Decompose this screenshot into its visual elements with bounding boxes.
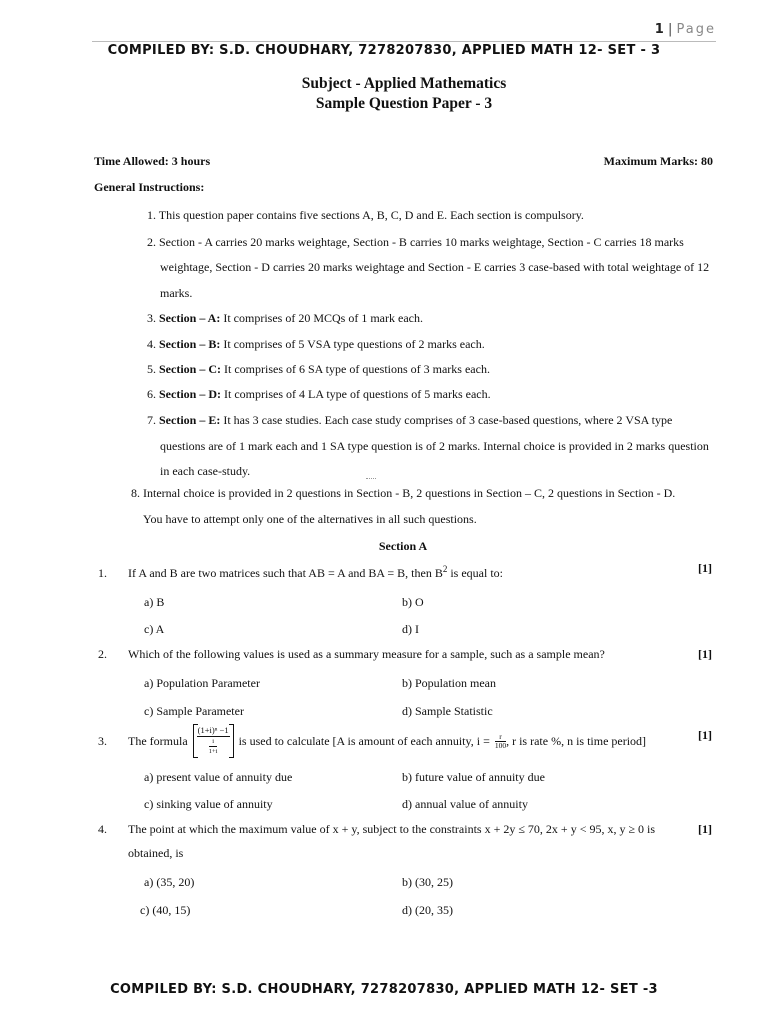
q3-option-a[interactable]: a) present value of annuity due — [144, 770, 293, 784]
instruction-6-text: It comprises of 4 LA type of questions of 5 marks each. — [221, 387, 491, 401]
q2-option-b[interactable]: b) Population mean — [402, 676, 496, 690]
page-number-value: 1 — [654, 22, 664, 37]
instruction-6-number: 6. — [147, 387, 156, 401]
q4-number: 4. — [98, 822, 107, 836]
q4-text: The point at which the maximum value of x + y, subject to the constraints x + 2y ≤ 70, 2x + y < 95, x, y ≥ 0 is — [128, 822, 656, 836]
instruction-3 — [147, 311, 423, 326]
instruction-5-number: 5. — [147, 362, 156, 376]
paper-title: Sample Question Paper - 3 — [315, 95, 493, 112]
q3-text-pre: The formula — [128, 733, 188, 748]
instruction-3-number: 3. — [147, 311, 156, 325]
q3-inner-numerator: i — [209, 738, 218, 747]
page-separator: | — [667, 22, 673, 37]
instruction-8-line-2: You have to attempt only one of the alternatives in all such questions. — [143, 512, 477, 526]
q2-text: Which of the following values is used as a summary measure for a sample, such as a sample mean? — [128, 647, 605, 661]
instruction-8-line-1: 8. Internal choice is provided in 2 questions in Section - B, 2 questions in Section – C, 2 questions in Section - D. — [131, 486, 676, 500]
q4-text-line-2: obtained, is — [128, 846, 184, 860]
q2-option-c[interactable]: c) Sample Parameter — [144, 704, 244, 718]
q3-text — [128, 721, 646, 761]
q4-mark: [1] — [698, 822, 712, 836]
instruction-7-section: Section – E: — [159, 413, 221, 427]
time-allowed: Time Allowed: 3 hours — [94, 154, 211, 168]
instruction-7-line-3: in each case-study. — [160, 464, 251, 478]
q1-option-b[interactable]: b) O — [402, 595, 424, 609]
q3-number: 3. — [98, 734, 107, 748]
header-rule — [92, 41, 716, 42]
section-a-title: Section A — [378, 539, 428, 553]
q4-option-d[interactable]: d) (20, 35) — [402, 903, 453, 917]
q1-exponent: 2 — [442, 564, 448, 574]
q3-mark: [1] — [698, 728, 712, 742]
divider-dots — [366, 478, 376, 479]
q3-rate-numerator: r — [495, 733, 506, 742]
q1-option-c[interactable]: c) A — [144, 622, 165, 636]
q3-formula — [193, 724, 234, 758]
q3-inner-denominator: 1+i — [208, 748, 218, 755]
q3-text-post: , r is rate %, n is time period] — [506, 733, 647, 748]
header-compiled-by: COMPILED BY: S.D. CHOUDHARY, 7278207830, APPLIED MATH 12- SET - 3 — [107, 43, 661, 58]
instruction-5-text: It comprises of 6 SA type of questions of 3 marks each. — [221, 362, 490, 376]
q3-text-mid: is used to calculate [A is amount of each annuity, i = — [238, 733, 490, 748]
q2-option-a[interactable]: a) Population Parameter — [144, 676, 260, 690]
page-number — [655, 22, 716, 37]
q3-option-b[interactable]: b) future value of annuity due — [402, 770, 545, 784]
footer-compiled-by: COMPILED BY: S.D. CHOUDHARY, 7278207830, APPLIED MATH 12- SET -3 — [110, 982, 658, 997]
instruction-4 — [147, 337, 485, 352]
q1-text-pre: If A and B are two matrices such that AB = A and BA = B, then B — [128, 566, 443, 580]
instruction-4-text: It comprises of 5 VSA type questions of 2 marks each. — [220, 337, 485, 351]
instruction-5 — [147, 362, 490, 377]
instruction-6-section: Section – D: — [159, 387, 221, 401]
q4-option-b[interactable]: b) (30, 25) — [402, 875, 453, 889]
q1-text-post: is equal to: — [447, 566, 504, 580]
q2-mark: [1] — [698, 647, 712, 661]
instruction-7-line-2: questions are of 1 mark each and 1 SA type question is of 2 marks. Internal choice is provided in 2 marks question — [160, 439, 709, 453]
maximum-marks: Maximum Marks: 80 — [603, 154, 713, 168]
instruction-3-section: Section – A: — [159, 311, 221, 325]
instruction-3-text: It comprises of 20 MCQs of 1 mark each. — [220, 311, 423, 325]
q4-option-a[interactable]: a) (35, 20) — [144, 875, 195, 889]
q1-number: 1. — [98, 566, 107, 580]
instruction-2-line-1: 2. Section - A carries 20 marks weightage, Section - B carries 10 marks weightage, Section - C carries 18 marks — [147, 235, 684, 249]
q1-option-a[interactable]: a) B — [144, 595, 165, 609]
subject-title: Subject - Applied Mathematics — [301, 75, 507, 92]
q3-option-c[interactable]: c) sinking value of annuity — [144, 797, 273, 811]
q3-rate-denominator: 100 — [494, 740, 507, 750]
q1-mark: [1] — [698, 561, 712, 575]
instruction-2-line-3: marks. — [160, 286, 193, 300]
q3-rate-fraction — [495, 733, 506, 750]
q3-formula-inner-fraction — [209, 738, 218, 755]
q2-number: 2. — [98, 647, 107, 661]
instruction-6 — [147, 387, 491, 402]
general-instructions-heading: General Instructions: — [94, 180, 205, 194]
q4-option-c[interactable]: c) (40, 15) — [140, 903, 191, 917]
instruction-4-number: 4. — [147, 337, 156, 351]
page-word: Page — [676, 22, 716, 37]
q3-formula-denominator — [197, 737, 230, 755]
q3-formula-fraction — [197, 725, 230, 755]
instruction-7-number: 7. — [147, 413, 156, 427]
instruction-1: 1. This question paper contains five sections A, B, C, D and E. Each section is compulsory. — [147, 208, 584, 222]
q2-option-d[interactable]: d) Sample Statistic — [402, 704, 493, 718]
q1-text — [128, 564, 503, 581]
q3-option-d[interactable]: d) annual value of annuity — [402, 797, 528, 811]
instruction-2-line-2: weightage, Section - D carries 20 marks weightage and Section - E carries 3 case-based with total weightage of 12 — [160, 260, 710, 274]
instruction-7 — [147, 413, 672, 428]
q3-formula-numerator: (1+i)ⁿ −1 — [197, 725, 229, 735]
instruction-4-section: Section – B: — [159, 337, 221, 351]
q1-option-d[interactable]: d) I — [402, 622, 419, 636]
instruction-7-text: It has 3 case studies. Each case study comprises of 3 case-based questions, where 2 VSA type — [220, 413, 673, 427]
instruction-5-section: Section – C: — [159, 362, 221, 376]
